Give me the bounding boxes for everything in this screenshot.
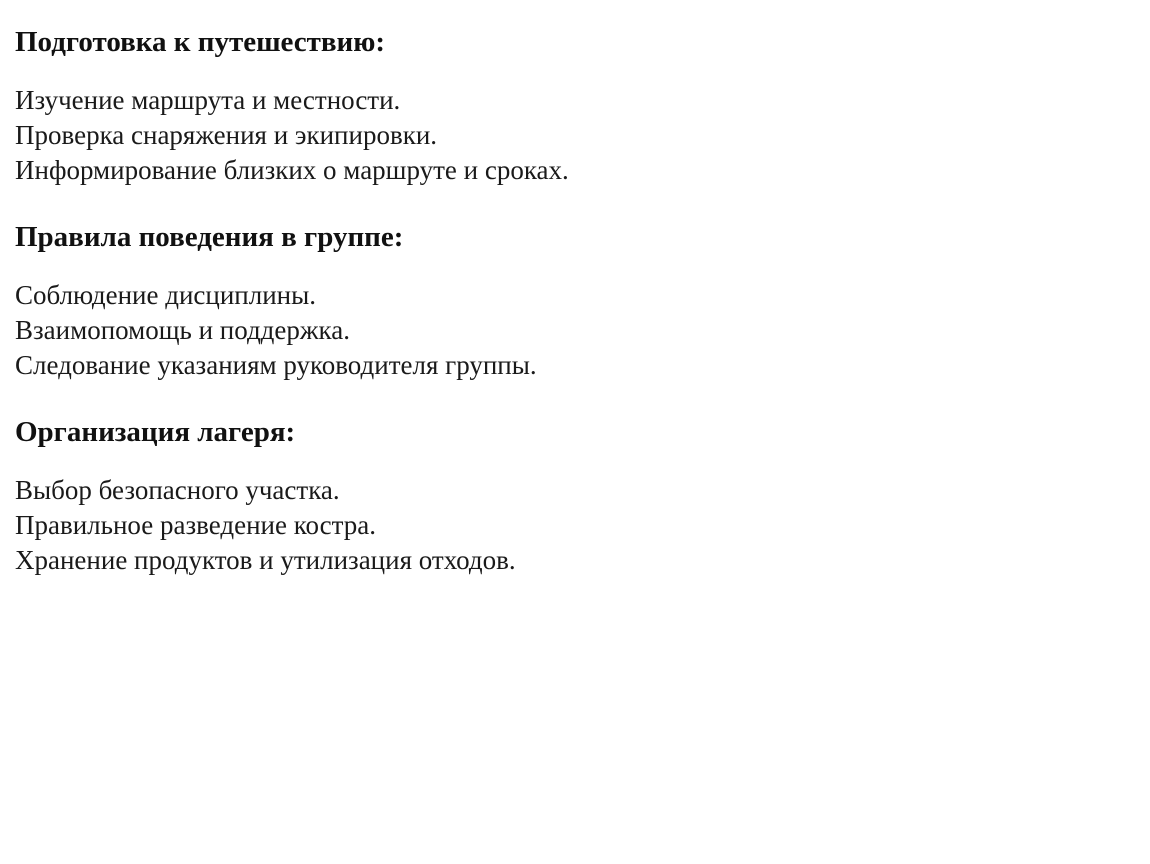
item-list [15,278,1135,383]
section-heading: Подготовка к путешествию: [15,26,386,58]
list-item: Проверка снаряжения и экипировки. [15,120,438,150]
section-heading: Организация лагеря: [15,416,296,448]
list-item: Выбор безопасного участка. [15,475,340,505]
item-list [15,83,1135,188]
list-item: Следование указаниям руководителя группы. [15,350,537,380]
section-camp-organization [15,410,1135,578]
list-item: Информирование близких о маршруте и сроках. [15,155,569,185]
list-item: Изучение маршрута и местности. [15,85,401,115]
list-item: Соблюдение дисциплины. [15,280,316,310]
section-group-behavior [15,215,1135,383]
list-item: Взаимопомощь и поддержка. [15,315,350,345]
section-heading: Правила поведения в группе: [15,221,404,253]
list-item: Хранение продуктов и утилизация отходов. [15,545,516,575]
item-list [15,473,1135,578]
list-item: Правильное разведение костра. [15,510,376,540]
document-page [15,20,1135,578]
section-travel-preparation [15,20,1135,188]
